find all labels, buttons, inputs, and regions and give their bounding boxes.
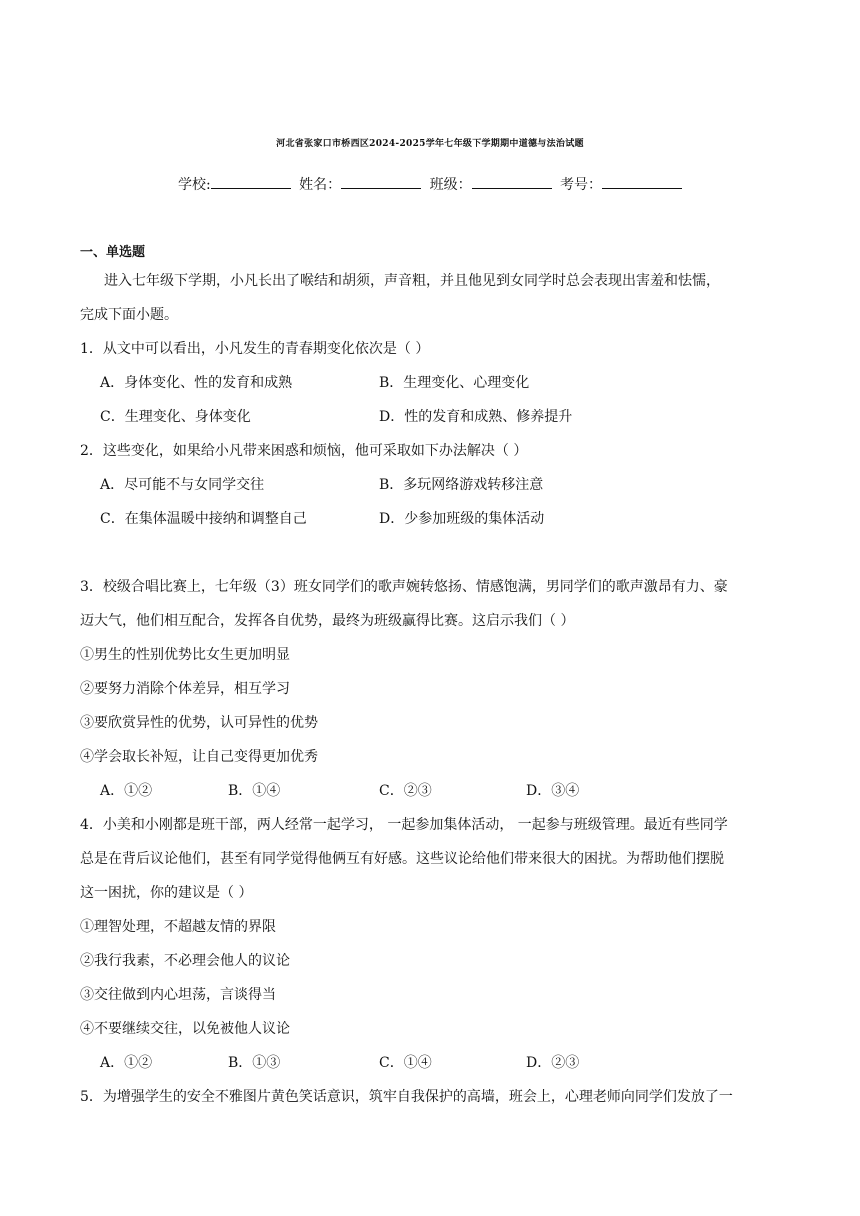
school-field[interactable]	[178, 174, 291, 194]
school-blank[interactable]	[211, 174, 291, 189]
question-5-stem: 5．为增强学生的安全不雅图片黄色笑话意识，筑牢自我保护的高墙，班会上，心理老师向同学们发放了一	[80, 1089, 733, 1105]
option-d[interactable]: D．少参加班级的集体活动	[379, 511, 545, 527]
question-2-stem: 2．这些变化，如果给小凡带来困惑和烦恼，他可采取如下办法解决（ ）	[80, 443, 528, 459]
option-c[interactable]: C．在集体温暖中接纳和调整自己	[100, 511, 307, 527]
option-b[interactable]: B．多玩网络游戏转移注意	[379, 477, 544, 493]
question-4-stem: 这一困扰，你的建议是（ ）	[80, 885, 253, 901]
option-c[interactable]: C．生理变化、身体变化	[100, 409, 251, 425]
question-1-stem: 1．从文中可以看出，小凡发生的青春期变化依次是（ ）	[80, 341, 430, 357]
name-field[interactable]	[299, 174, 421, 194]
option-d[interactable]: D．性的发育和成熟、修养提升	[379, 409, 573, 425]
statement-3: ③要欣赏异性的优势，认可异性的优势	[80, 715, 318, 731]
option-a[interactable]: A．①②	[100, 783, 153, 799]
question-3-stem: 3．校级合唱比赛上，七年级（3）班女同学们的歌声婉转悠扬、情感饱满，男同学们的歌声激昂有力、豪	[80, 579, 728, 595]
option-a[interactable]: A．尽可能不与女同学交往	[100, 477, 265, 493]
statement-1: ①理智处理，不超越友情的界限	[80, 919, 276, 935]
passage-line: 完成下面小题。	[80, 307, 178, 323]
statement-2: ②我行我素，不必理会他人的议论	[80, 953, 290, 969]
option-c[interactable]: C．①④	[379, 1055, 432, 1071]
name-label: 姓名：	[299, 177, 342, 193]
exam-number-label: 考号：	[560, 177, 603, 193]
option-a[interactable]: A．身体变化、性的发育和成熟	[100, 375, 293, 391]
statement-2: ②要努力消除个体差异，相互学习	[80, 681, 290, 697]
option-a[interactable]: A．①②	[100, 1055, 153, 1071]
school-label: 学校:	[177, 177, 211, 193]
option-d[interactable]: D．②③	[526, 1055, 580, 1071]
student-info-line	[0, 174, 860, 194]
statement-4: ④不要继续交往，以免被他人议论	[80, 1021, 290, 1037]
option-b[interactable]: B．①④	[228, 783, 281, 799]
class-blank[interactable]	[472, 174, 552, 189]
statement-4: ④学会取长补短，让自己变得更加优秀	[80, 749, 318, 765]
question-4-stem: 4．小美和小刚都是班干部，两人经常一起学习， 一起参加集体活动， 一起参与班级管理。最近有些同学	[80, 817, 728, 833]
passage-line: 进入七年级下学期，小凡长出了喉结和胡须，声音粗，并且他见到女同学时总会表现出害羞和怯懦，	[104, 273, 720, 289]
exam-title: 河北省张家口市桥西区2024-2025学年七年级下学期期中道德与法治试题	[276, 139, 584, 149]
option-c[interactable]: C．②③	[379, 783, 432, 799]
class-label: 班级：	[429, 177, 472, 193]
class-field[interactable]	[430, 174, 552, 194]
exam-number-field[interactable]	[560, 174, 682, 194]
option-b[interactable]: B．①③	[228, 1055, 281, 1071]
section-heading: 一、单选题	[80, 245, 146, 260]
name-blank[interactable]	[341, 174, 421, 189]
option-d[interactable]: D．③④	[526, 783, 580, 799]
question-3-stem: 迈大气，他们相互配合，发挥各自优势，最终为班级赢得比赛。这启示我们（ ）	[80, 613, 575, 629]
exam-number-blank[interactable]	[602, 174, 682, 189]
statement-3: ③交往做到内心坦荡，言谈得当	[80, 987, 276, 1003]
question-4-stem: 总是在背后议论他们，甚至有同学觉得他俩互有好感。这些议论给他们带来很大的困扰。为帮助他们摆脱	[80, 851, 724, 867]
statement-1: ①男生的性别优势比女生更加明显	[80, 647, 290, 663]
option-b[interactable]: B．生理变化、心理变化	[379, 375, 530, 391]
